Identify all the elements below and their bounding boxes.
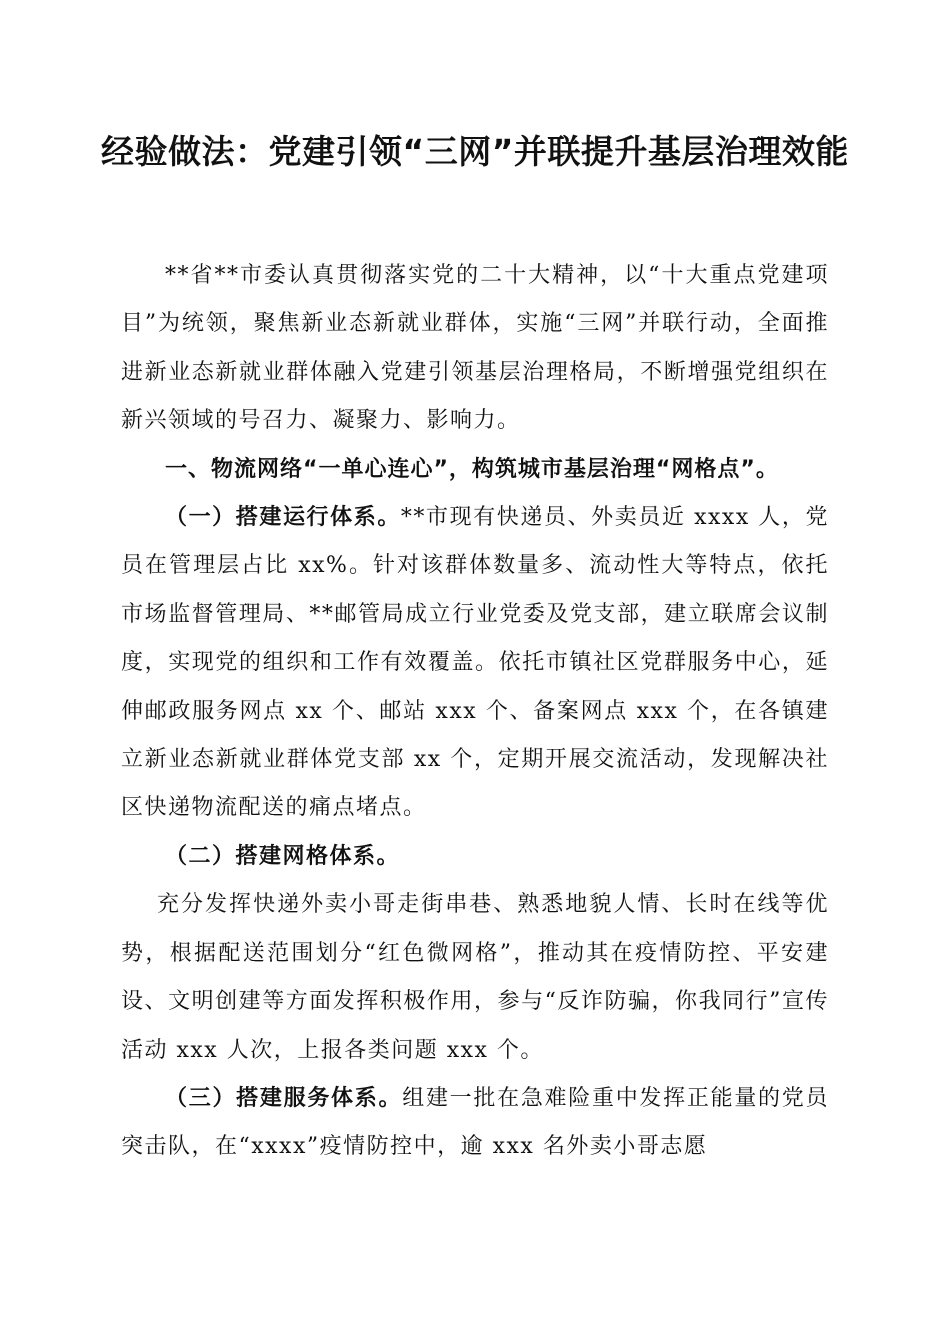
section-heading-1 — [121, 446, 829, 494]
subsection-lead: （二）搭建网格体系。 — [165, 843, 401, 869]
subsection-2-heading — [121, 833, 829, 881]
paragraph-text: 组建一批在急难险重中发挥正能量的党员突击队，在“xxxx”疫情防控中，逾 xxx 名外卖小哥志愿 — [121, 1085, 829, 1160]
subsection-2-paragraph — [121, 881, 829, 1075]
document-title: 经验做法：党建引领“三网”并联提升基层治理效能 — [101, 132, 849, 171]
intro-paragraph — [121, 252, 829, 446]
paragraph-text: **市现有快递员、外卖员近 xxxx 人，党员在管理层占比 xx%。针对该群体数量多、流动性大等特点，依托市场监督管理局、**邮管局成立行业党委及党支部，建立联席会议制度，实现党的组织和工作有效覆盖。依托市镇社区党群服务中心，延伸邮政服务网点 xx 个、邮站 xxx 个、备案网点 xxx 个，在各镇建立新业态新就业群体党支部 xx 个，定期开展交流活动，发现解决社区快递物流配送的痛点堵点。 — [121, 505, 829, 821]
subsection-lead: （一）搭建运行体系。 — [165, 505, 401, 531]
paragraph-text: **省**市委认真贯彻落实党的二十大精神，以“十大重点党建项目”为统领，聚焦新业态新就业群体，实施“三网”并联行动，全面推进新业态新就业群体融入党建引领基层治理格局，不断增强党组织在新兴领域的号召力、凝聚力、影响力。 — [121, 263, 829, 434]
document-body — [121, 252, 829, 1172]
paragraph-text: 充分发挥快递外卖小哥走街串巷、熟悉地貌人情、长时在线等优势，根据配送范围划分“红色微网格”，推动其在疫情防控、平安建设、文明创建等方面发挥积极作用，参与“反诈防骗，你我同行”宣传活动 xxx 人次，上报各类问题 xxx 个。 — [121, 892, 829, 1063]
subsection-1-paragraph — [121, 494, 829, 833]
subsection-lead: （三）搭建服务体系。 — [165, 1085, 403, 1111]
heading-text: 一、物流网络“一单心连心”，构筑城市基层治理“网格点”。 — [165, 456, 779, 482]
subsection-3-paragraph — [121, 1075, 829, 1172]
